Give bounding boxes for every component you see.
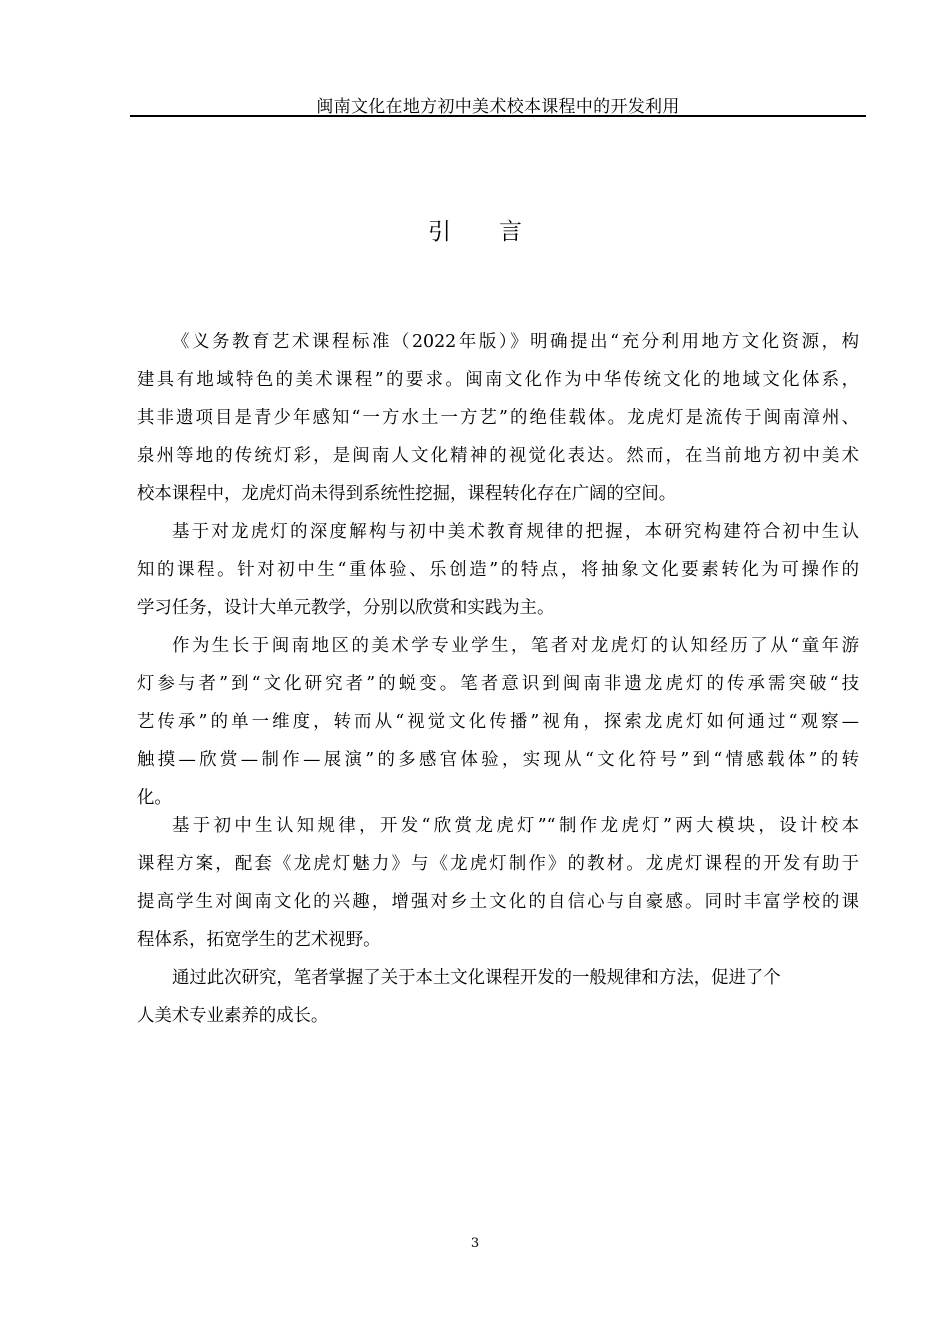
paragraph-line: 提高学生对闽南文化的兴趣，增强对乡土文化的自信心与自豪感。同时丰富学校的课	[137, 892, 859, 912]
paragraph-line: 《义务教育艺术课程标准（2022年版）》明确提出“充分利用地方文化资源，构	[172, 332, 859, 352]
paragraph-line: 艺传承”的单一维度，转而从“视觉文化传播”视角，探索龙虎灯如何通过“观察—	[137, 712, 859, 732]
paragraph-line: 校本课程中，龙虎灯尚未得到系统性挖掘，课程转化存在广阔的空间。	[137, 484, 677, 504]
heading-char: 言	[499, 219, 522, 245]
page-number: 3	[470, 1236, 480, 1251]
section-heading	[0, 213, 950, 246]
paragraph-line: 建具有地域特色的美术课程”的要求。闽南文化作为中华传统文化的地域文化体系，	[137, 370, 859, 390]
paragraph-line: 触摸—欣赏—制作—展演”的多感官体验，实现从“文化符号”到“情感载体”的转	[137, 750, 859, 770]
paragraph-line: 其非遗项目是青少年感知“一方水土一方艺”的绝佳载体。龙虎灯是流传于闽南漳州、	[137, 408, 859, 428]
paragraph-line: 程体系，拓宽学生的艺术视野。	[137, 930, 381, 950]
running-header-title: 闽南文化在地方初中美术校本课程中的开发利用	[316, 97, 680, 117]
paragraph-line: 课程方案，配套《龙虎灯魅力》与《龙虎灯制作》的教材。龙虎灯课程的开发有助于	[137, 854, 859, 874]
paragraph-line: 知的课程。针对初中生“重体验、乐创造”的特点，将抽象文化要素转化为可操作的	[137, 560, 859, 580]
heading-char: 引	[428, 219, 451, 245]
paragraph-line: 泉州等地的传统灯彩，是闽南人文化精神的视觉化表达。然而，在当前地方初中美术	[137, 446, 859, 466]
paragraph-line: 学习任务，设计大单元教学，分别以欣赏和实践为主。	[137, 598, 555, 618]
paragraph-line: 基于初中生认知规律，开发“欣赏龙虎灯”“制作龙虎灯”两大模块，设计校本	[172, 816, 859, 836]
paragraph-line: 基于对龙虎灯的深度解构与初中美术教育规律的把握，本研究构建符合初中生认	[172, 522, 859, 542]
paragraph-line: 人美术专业素养的成长。	[137, 1006, 329, 1026]
paragraph-line: 化。	[137, 788, 172, 808]
paragraph-line: 通过此次研究，笔者掌握了关于本土文化课程开发的一般规律和方法，促进了个	[172, 968, 781, 988]
header-rule	[130, 115, 866, 117]
paragraph-line: 灯参与者”到“文化研究者”的蜕变。笔者意识到闽南非遗龙虎灯的传承需突破“技	[137, 674, 859, 694]
paragraph-line: 作为生长于闽南地区的美术学专业学生，笔者对龙虎灯的认知经历了从“童年游	[172, 636, 859, 656]
